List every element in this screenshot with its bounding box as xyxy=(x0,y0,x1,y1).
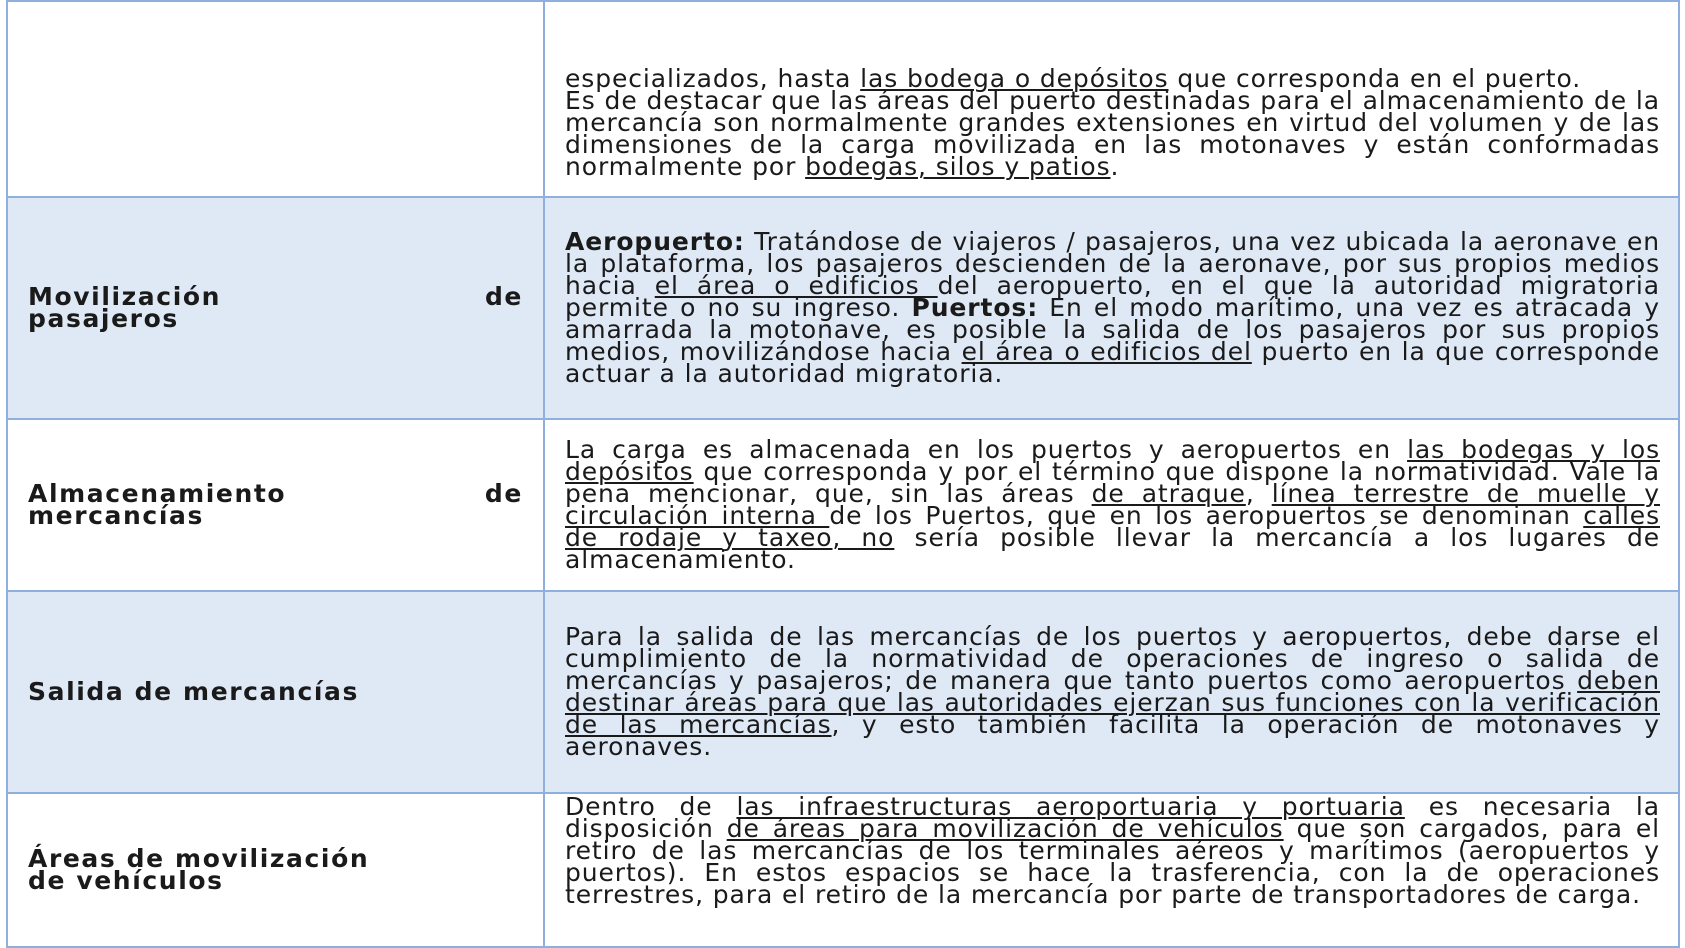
body-text: sería posible llevar la mercancía a los lugares de almacenamiento. xyxy=(565,523,1661,574)
bold-text: Aeropuerto: xyxy=(565,227,745,256)
table-row xyxy=(7,793,1679,947)
underlined-text: línea terrestre de muelle y circulación interna xyxy=(565,479,1660,530)
row-label-cell xyxy=(7,591,544,793)
body-text: , y esto también facilita la operación de motonaves y aeronaves. xyxy=(565,710,1660,761)
body-text: Tratándose de viajeros / pasajeros, una vez ubicada la aeronave en la plataforma, los pasajeros descienden de la aeronave, por sus propios medios hacia xyxy=(565,227,1660,300)
body-text: . xyxy=(1110,152,1120,181)
row-description-cell xyxy=(544,1,1679,197)
row-label-line-2: mercancías xyxy=(28,501,204,530)
table-row xyxy=(7,419,1679,591)
infrastructure-table xyxy=(6,0,1680,948)
underlined-text: el área o edificios del xyxy=(961,337,1252,366)
underlined-text: el área o edificios xyxy=(654,271,938,300)
body-text: de los Puertos, que en los aeropuertos se denominan xyxy=(829,501,1584,530)
body-text: Dentro de xyxy=(565,792,737,821)
underlined-text: las bodegas y los depósitos xyxy=(565,435,1660,486)
body-text: La carga es almacenada en los puertos y aeropuertos en xyxy=(565,435,1408,464)
table-row xyxy=(7,591,1679,793)
row-description-cell xyxy=(544,591,1679,793)
body-text: es necesaria la disposición xyxy=(565,792,1660,843)
row-label-line-2: pasajeros xyxy=(28,304,179,333)
body-text: Es de destacar que las áreas del puerto destinadas para el almacenamiento de la mercancía son normalmente grandes extensiones en virtud del volumen y de las dimensiones de la carga movilizada en las motonaves y están conformadas normalmente por xyxy=(565,86,1660,181)
row-label-line-2: de vehículos xyxy=(28,866,224,895)
row-label-cell xyxy=(7,793,544,947)
row-label-cell xyxy=(7,197,544,419)
underlined-text: las infraestructuras aeroportuaria y portuaria xyxy=(736,792,1405,821)
table-row xyxy=(7,1,1679,197)
underlined-text: de áreas para movilización de vehículos xyxy=(726,814,1284,843)
body-text: En el modo marítimo, una vez es atracada y amarrada la motonave, es posible la salida de los pasajeros por sus propios medios, movilizándose hacia xyxy=(565,293,1660,366)
row-label-line-1: Movilización de xyxy=(28,282,523,311)
underlined-text: calles de rodaje y taxeo, no xyxy=(565,501,1660,552)
body-text: que corresponda en el puerto. xyxy=(1168,64,1582,93)
underlined-text: las bodega o depósitos xyxy=(860,64,1169,93)
underlined-text: deben destinar áreas para que las autoridades ejerzan sus funciones con la verificación de las mercancías xyxy=(565,666,1660,739)
row-description-cell xyxy=(544,197,1679,419)
row-label-line-1: Almacenamiento de xyxy=(28,479,523,508)
body-text: puerto en la que corresponde actuar a la autoridad migratoria. xyxy=(565,337,1661,388)
row-label-line-1: Áreas de movilización xyxy=(28,844,370,873)
body-text: que corresponda y por el término que dispone la normatividad. Vale la pena mencionar, que, sin las áreas xyxy=(565,457,1660,508)
underlined-text: bodegas, silos y patios xyxy=(805,152,1111,181)
body-text: del aeropuerto, en el que la autoridad migratoria permite o no su ingreso. xyxy=(565,271,1660,322)
body-text: que son cargados, para el retiro de las mercancías de los terminales aéreos y marítimos (aeropuertos y puertos). En estos espacios se hace la trasferencia, con la de operaciones terrestres, para el retiro de la mercancía por parte de transportadores de carga. xyxy=(565,814,1660,909)
underlined-text: de atraque xyxy=(1091,479,1246,508)
body-text: Para la salida de las mercancías de los puertos y aeropuertos, debe darse el cumplimiento de la normatividad de operaciones de ingreso o salida de mercancías y pasajeros; de manera que tanto puertos como aeropuertos xyxy=(565,622,1660,695)
row-description-cell xyxy=(544,419,1679,591)
bold-text: Puertos: xyxy=(911,293,1039,322)
row-label: Salida de mercancías xyxy=(28,677,359,706)
body-text: especializados, hasta xyxy=(565,64,861,93)
row-label-cell xyxy=(7,1,544,197)
body-text: , xyxy=(1245,479,1272,508)
row-description-cell xyxy=(544,793,1679,947)
table-row xyxy=(7,197,1679,419)
row-label-cell xyxy=(7,419,544,591)
